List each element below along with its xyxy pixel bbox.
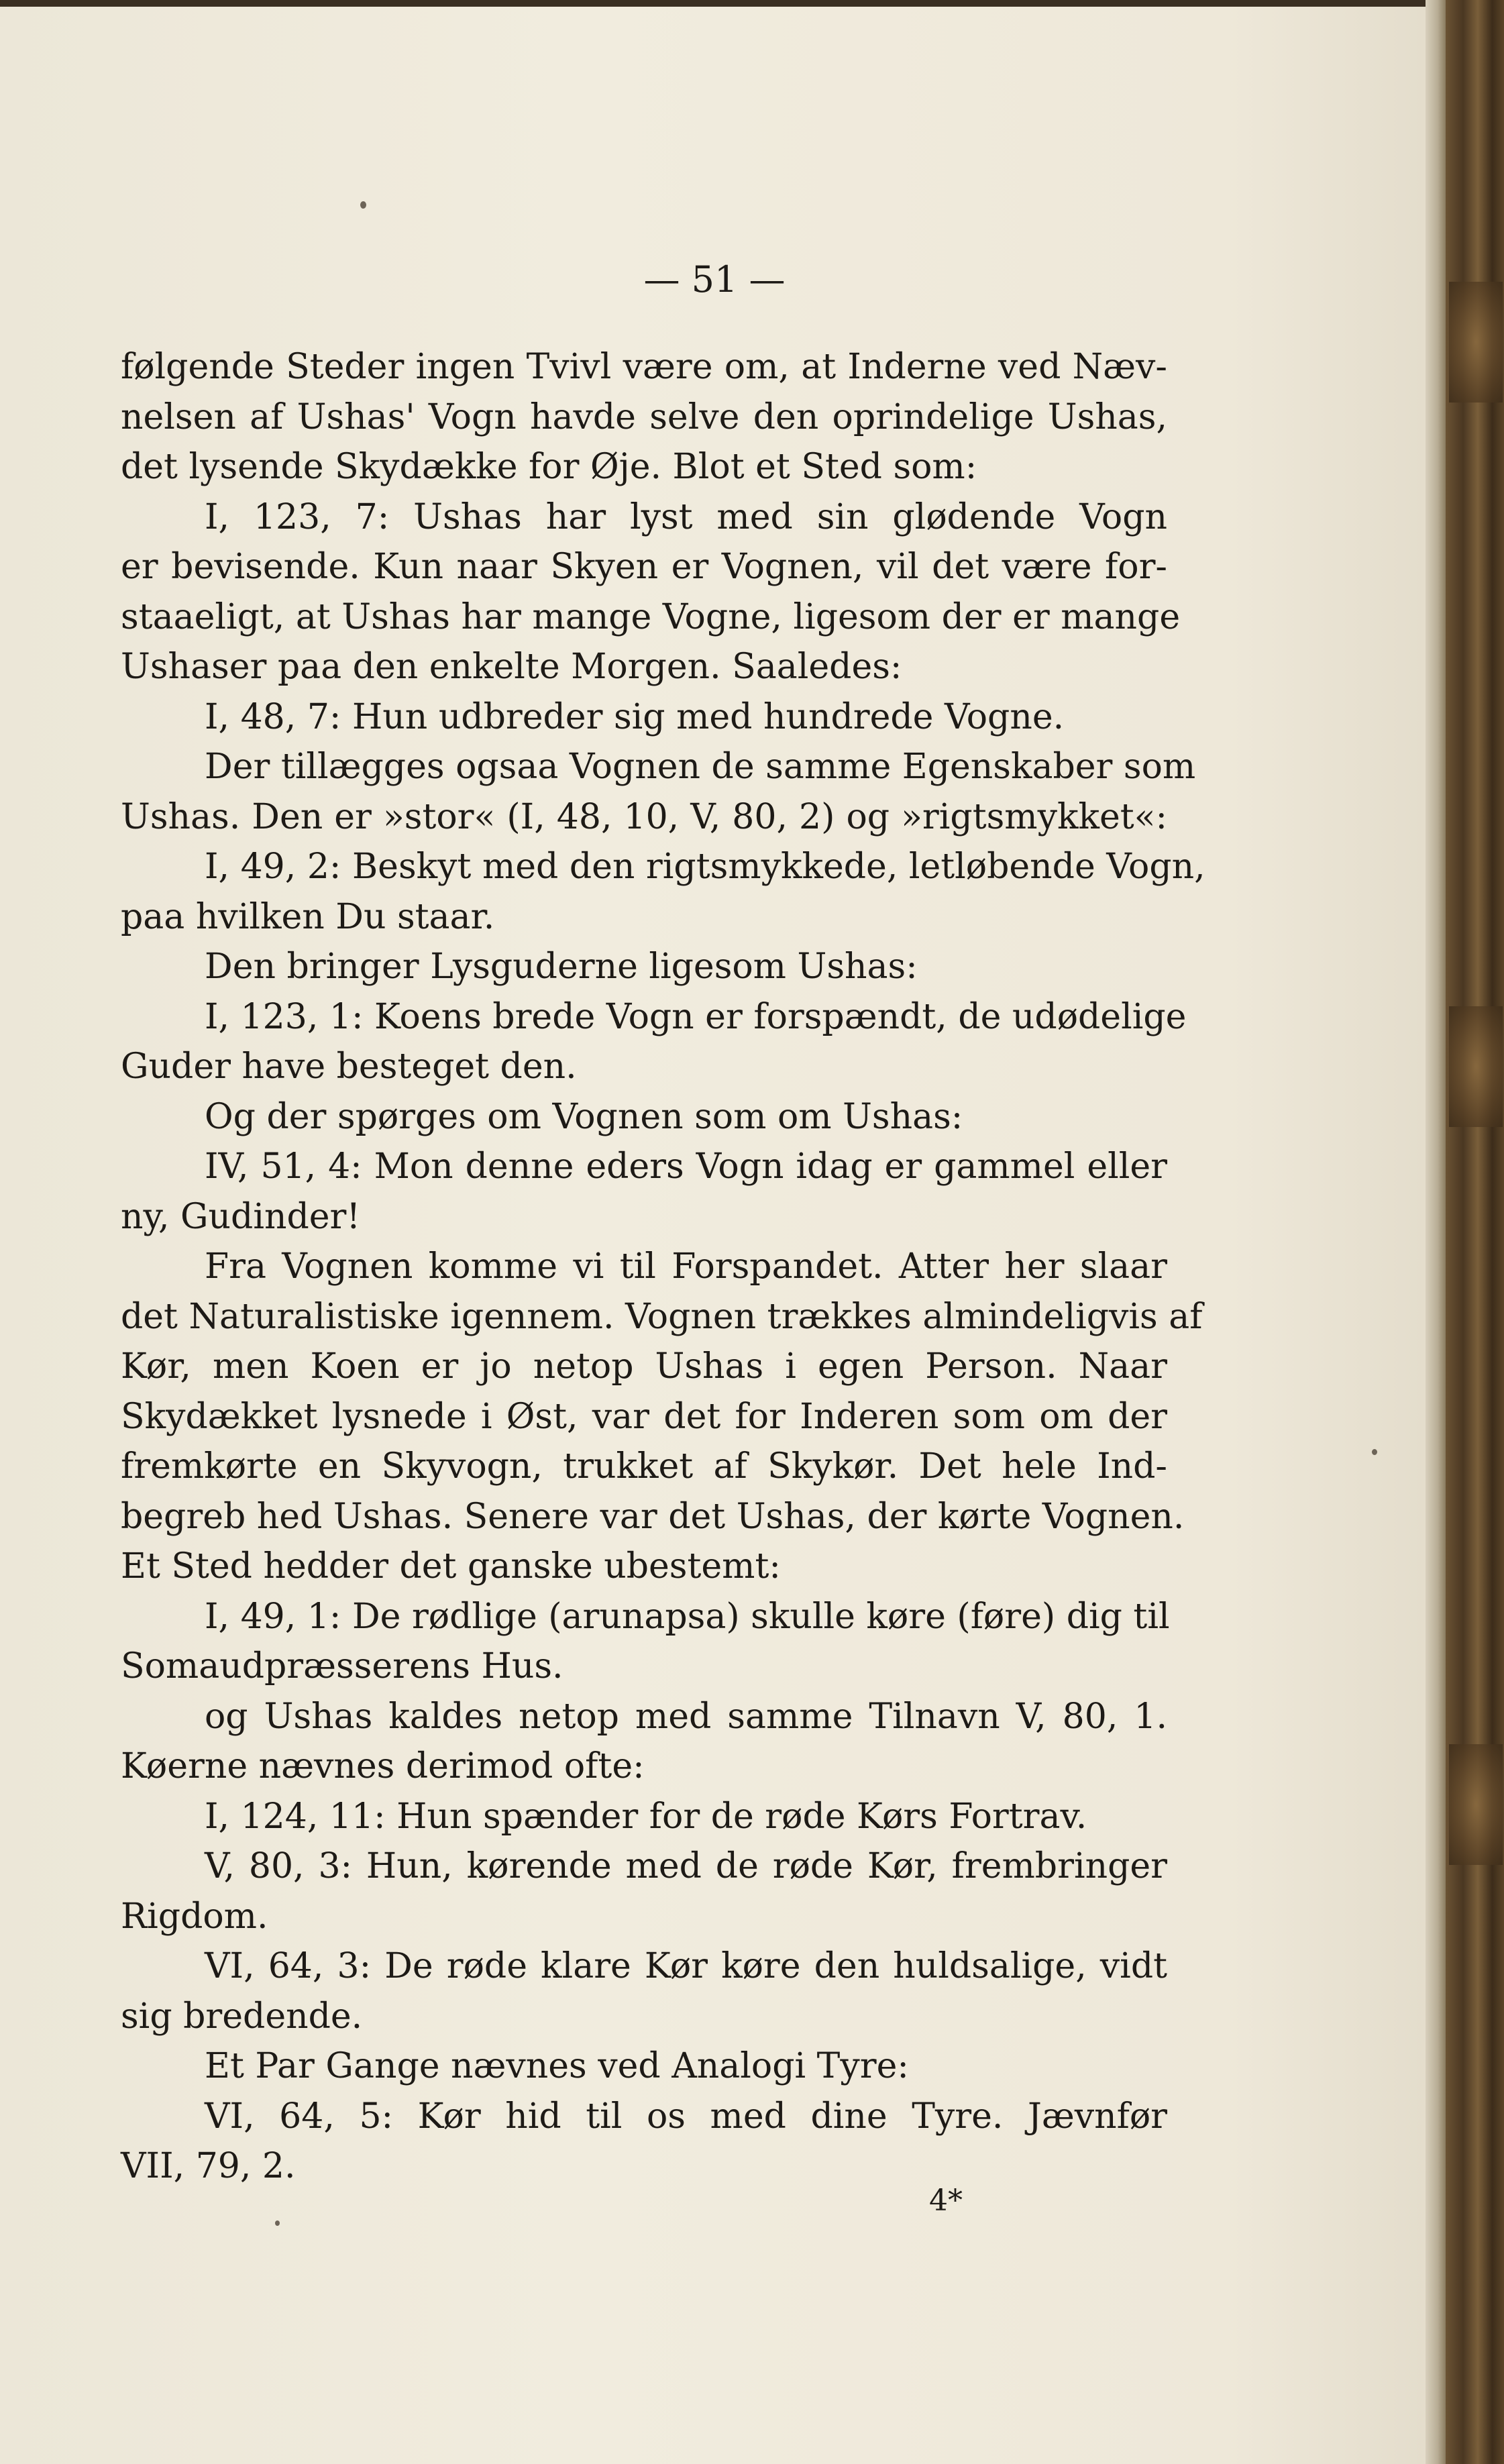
text-line: VI, 64, 5: Kør hid til os med dine Tyre. Jævnfør bbox=[205, 2096, 1167, 2137]
body-text bbox=[121, 342, 1205, 2192]
text-line: Rigdom. bbox=[121, 1896, 268, 1937]
text-line: Ushas. Den er »stor« (I, 48, 10, V, 80, 2) og »rigtsmykket«: bbox=[121, 796, 1167, 837]
text-line: VI, 64, 3: De røde klare Kør køre den huldsalige, vidt bbox=[205, 1946, 1167, 1986]
text-line: Somaudpræsserens Hus. bbox=[121, 1646, 563, 1686]
text-line: staaeligt, at Ushas har mange Vogne, ligesom der er mange bbox=[121, 596, 1181, 637]
text-line: V, 80, 3: Hun, kørende med de røde Kør, frembringer bbox=[205, 1846, 1167, 1886]
text-line: Ushaser paa den enkelte Morgen. Saaledes: bbox=[121, 647, 902, 687]
text-line: Den bringer Lysguderne ligesom Ushas: bbox=[205, 947, 918, 987]
text-line: Skydækket lysnede i Øst, var det for Inderen som om der bbox=[121, 1396, 1167, 1437]
spine-marbling bbox=[1449, 282, 1503, 403]
text-line: nelsen af Ushas' Vogn havde selve den oprindelige Ushas, bbox=[121, 396, 1167, 437]
text-line: Køerne nævnes derimod ofte: bbox=[121, 1746, 645, 1786]
page-number-header: — 51 — bbox=[643, 258, 786, 301]
signature-mark: 4* bbox=[929, 2184, 963, 2218]
text-line: Fra Vognen komme vi til Forspandet. Atter her slaar bbox=[205, 1246, 1167, 1287]
text-line: IV, 51, 4: Mon denne eders Vogn idag er gammel eller bbox=[205, 1146, 1167, 1187]
text-line: det Naturalistiske igennem. Vognen trækkes almindeligvis af bbox=[121, 1296, 1203, 1337]
text-line: Et Par Gange nævnes ved Analogi Tyre: bbox=[205, 2046, 909, 2086]
text-line: fremkørte en Skyvogn, trukket af Skykør. Det hele Ind- bbox=[121, 1446, 1167, 1487]
text-line: I, 123, 1: Koens brede Vogn er forspændt, de udødelige bbox=[205, 996, 1187, 1037]
text-line: VII, 79, 2. bbox=[121, 2146, 296, 2186]
text-line: følgende Steder ingen Tvivl være om, at Inderne ved Næv- bbox=[121, 347, 1167, 387]
text-line: og Ushas kaldes netop med samme Tilnavn V, 80, 1. bbox=[205, 1696, 1167, 1737]
text-line: I, 48, 7: Hun udbreder sig med hundrede Vogne. bbox=[205, 696, 1065, 737]
text-line: Der tillægges ogsaa Vognen de samme Egenskaber som bbox=[205, 747, 1196, 787]
spine-marbling bbox=[1449, 1006, 1503, 1127]
text-line: I, 124, 11: Hun spænder for de røde Kørs Fortrav. bbox=[205, 1796, 1087, 1837]
text-line: Og der spørges om Vognen som om Ushas: bbox=[205, 1096, 963, 1137]
text-line: er bevisende. Kun naar Skyen er Vognen, vil det være for- bbox=[121, 547, 1167, 587]
spine-marbling bbox=[1449, 1744, 1503, 1865]
text-line: I, 123, 7: Ushas har lyst med sin glødende Vogn bbox=[205, 496, 1167, 537]
text-line: det lysende Skydække for Øje. Blot et Sted som: bbox=[121, 447, 977, 487]
text-line: Et Sted hedder det ganske ubestemt: bbox=[121, 1546, 781, 1587]
text-line: I, 49, 1: De rødlige (arunapsa) skulle køre (føre) dig til bbox=[205, 1596, 1170, 1637]
ink-spot bbox=[275, 2220, 280, 2226]
text-line: sig bredende. bbox=[121, 1996, 363, 2037]
text-line: paa hvilken Du staar. bbox=[121, 896, 495, 937]
text-line: begreb hed Ushas. Senere var det Ushas, der kørte Vognen. bbox=[121, 1496, 1185, 1537]
text-line: I, 49, 2: Beskyt med den rigtsmykkede, letløbende Vogn, bbox=[205, 847, 1205, 887]
text-line: ny, Gudinder! bbox=[121, 1196, 361, 1237]
ink-spot bbox=[1372, 1449, 1377, 1455]
page-gutter bbox=[1426, 0, 1446, 2464]
text-line: Guder have besteget den. bbox=[121, 1047, 577, 1087]
text-line: Kør, men Koen er jo netop Ushas i egen Person. Naar bbox=[121, 1346, 1167, 1387]
ink-spot bbox=[360, 201, 366, 209]
